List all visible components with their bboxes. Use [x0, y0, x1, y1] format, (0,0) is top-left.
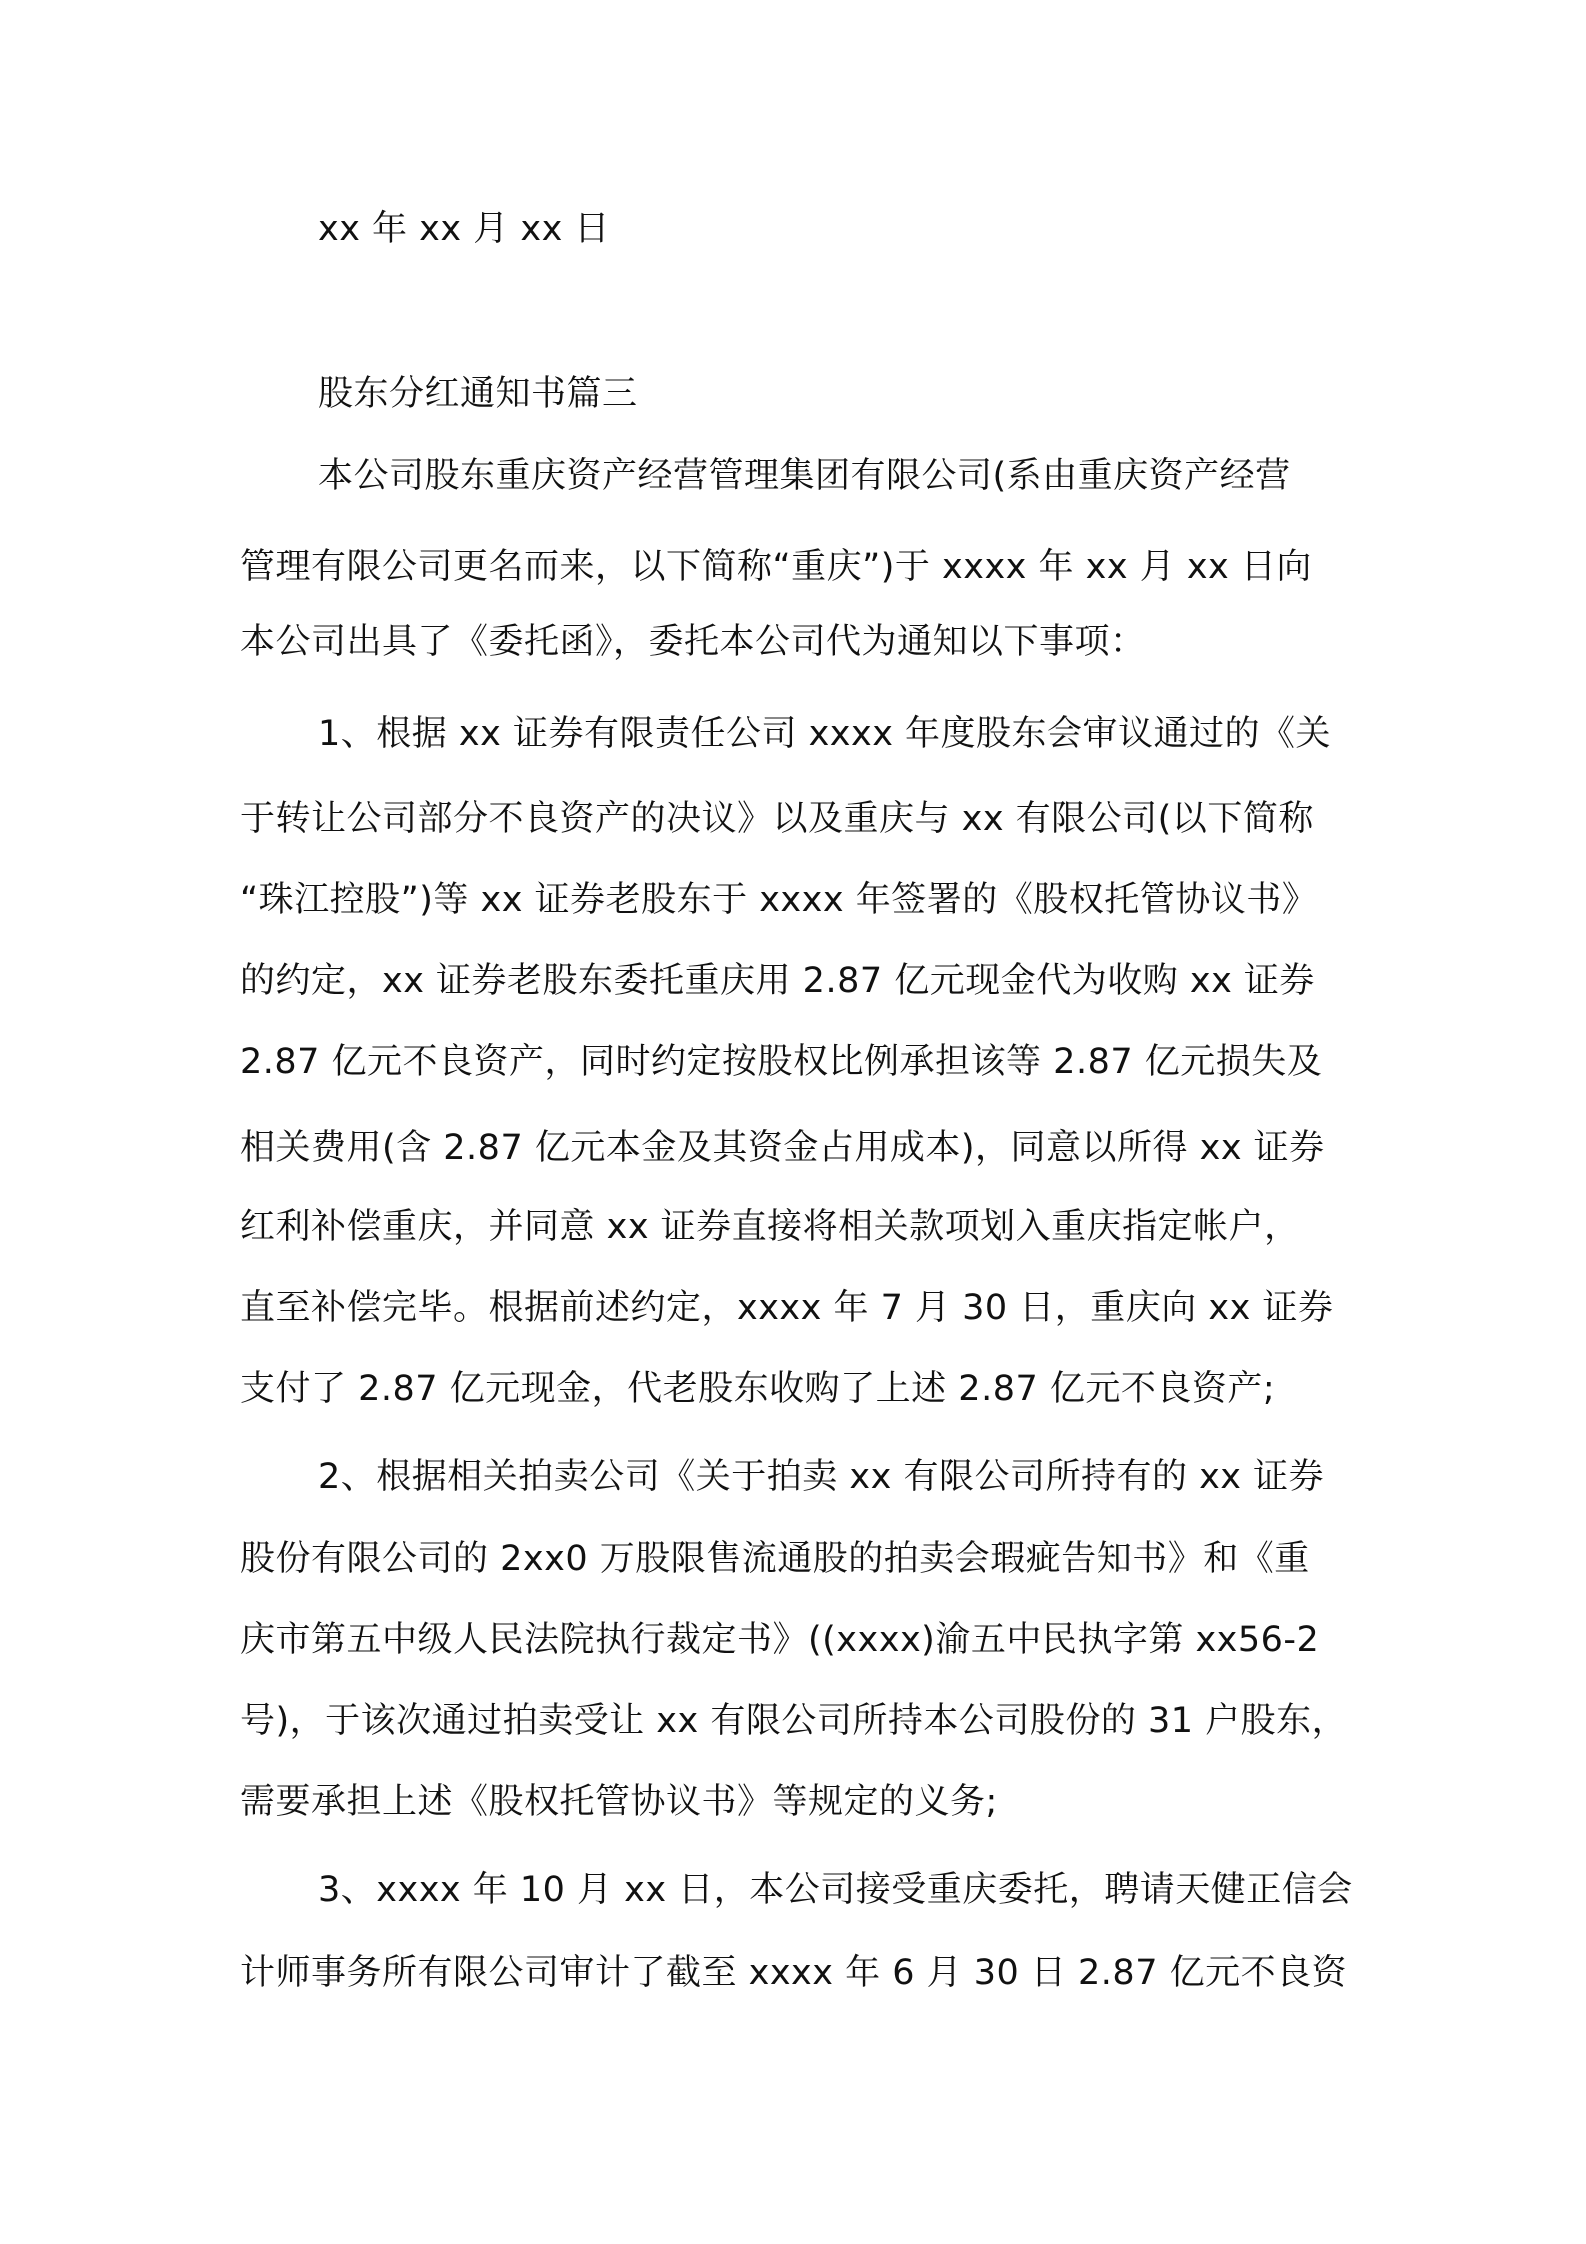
paragraph-line: 需要承担上述《股权托管协议书》等规定的义务;	[240, 1782, 998, 1822]
paragraph-line: 庆市第五中级人民法院执行裁定书》((xxxx)渝五中民执字第 xx56-2	[240, 1620, 1320, 1660]
paragraph-line: 相关费用(含 2.87 亿元本金及其资金占用成本)，同意以所得 xx 证券	[240, 1128, 1325, 1168]
paragraph-line: 的约定，xx 证券老股东委托重庆用 2.87 亿元现金代为收购 xx 证券	[240, 961, 1315, 1001]
paragraph-line: 直至补偿完毕。根据前述约定，xxxx 年 7 月 30 日，重庆向 xx 证券	[240, 1288, 1334, 1328]
paragraph-line: 于转让公司部分不良资产的决议》以及重庆与 xx 有限公司(以下简称	[240, 799, 1314, 839]
section-title: 股东分红通知书篇三	[318, 374, 638, 414]
paragraph-line: 2、根据相关拍卖公司《关于拍卖 xx 有限公司所持有的 xx 证券	[318, 1457, 1325, 1497]
paragraph-line: 1、根据 xx 证券有限责任公司 xxxx 年度股东会审议通过的《关	[318, 714, 1332, 754]
paragraph-line: 红利补偿重庆，并同意 xx 证券直接将相关款项划入重庆指定帐户，	[240, 1207, 1300, 1247]
paragraph-line: 管理有限公司更名而来，以下简称“重庆”)于 xxxx 年 xx 月 xx 日向	[240, 547, 1312, 587]
date-line: xx 年 xx 月 xx 日	[318, 209, 610, 249]
paragraph-line: 本公司出具了《委托函》，委托本公司代为通知以下事项：	[240, 622, 1146, 662]
paragraph-line: 3、xxxx 年 10 月 xx 日，本公司接受重庆委托，聘请天健正信会	[318, 1870, 1353, 1910]
paragraph-line: 支付了 2.87 亿元现金，代老股东收购了上述 2.87 亿元不良资产;	[240, 1369, 1276, 1409]
paragraph-line: 号)，于该次通过拍卖受让 xx 有限公司所持本公司股份的 31 户股东，	[240, 1701, 1348, 1741]
paragraph-line: “珠江控股”)等 xx 证券老股东于 xxxx 年签署的《股权托管协议书》	[240, 880, 1318, 920]
paragraph-line: 2.87 亿元不良资产，同时约定按股权比例承担该等 2.87 亿元损失及	[240, 1042, 1323, 1082]
paragraph-line: 本公司股东重庆资产经营管理集团有限公司(系由重庆资产经营	[318, 456, 1291, 496]
paragraph-line: 股份有限公司的 2xx0 万股限售流通股的拍卖会瑕疵告知书》和《重	[240, 1539, 1310, 1579]
paragraph-line: 计师事务所有限公司审计了截至 xxxx 年 6 月 30 日 2.87 亿元不良资	[240, 1953, 1348, 1993]
